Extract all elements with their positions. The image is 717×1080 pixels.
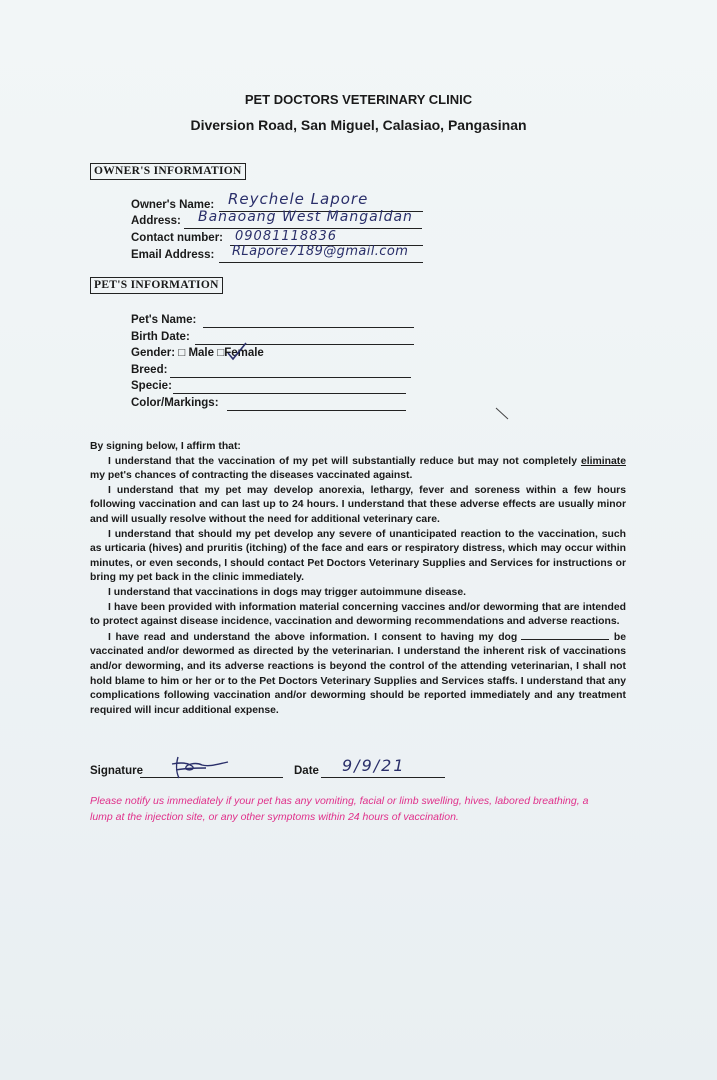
gender-label: Gender: — [131, 347, 176, 359]
clinic-address: Diversion Road, San Miguel, Calasiao, Pangasinan — [190, 117, 527, 133]
birth-date-label: Birth Date: — [131, 331, 190, 343]
pet-section-title: PET'S INFORMATION — [90, 277, 223, 294]
contact-label: Contact number: — [131, 232, 223, 244]
consent-paragraph-6: I have read and understand the above information. I consent to having my dog be vaccinated and/or dewormed as directed by the veterinarian. I understand the inherent risk of vaccinations and/or deworming, and its adverse reactions is beyond the control of the attending veterinarian, I shall not hold blame to him or her or to the Pet Doctors Veterinary Supplies and Services staffs. I understand that any complications following vaccination and/or deworming should be reported immediately and any treatment required will incur additional expense. — [90, 631, 626, 716]
color-markings-label: Color/Markings: — [131, 397, 219, 409]
female-check-mark — [226, 341, 248, 361]
pet-name-label: Pet's Name: — [131, 314, 197, 326]
email-value[interactable]: RLapore7189@gmail.com — [232, 244, 409, 259]
owner-name-value[interactable]: Reychele Lapore — [228, 190, 369, 208]
date-line[interactable] — [321, 777, 445, 778]
female-label: Female — [224, 347, 264, 359]
male-label: Male — [188, 347, 215, 359]
specie-line[interactable] — [173, 393, 406, 394]
pet-name-line[interactable] — [203, 327, 414, 328]
consent-paragraph-3: I understand that should my pet develop any severe of unanticipated reaction to the vaccination, such as urticaria (hives) and pruritis (itching) of the face and ears or respiratory distress, which may occur within minutes, or even seconds, I should contact Pet Doctors Veterinary Supplies and Services for instructions or bring my pet back in the clinic immediately. — [90, 528, 626, 584]
date-value[interactable]: 9/9/21 — [342, 756, 406, 775]
email-line — [219, 262, 423, 263]
owner-section-title: OWNER'S INFORMATION — [90, 163, 246, 180]
dog-name-blank[interactable] — [521, 630, 609, 640]
consent-paragraph-4: I understand that vaccinations in dogs may trigger autoimmune disease. — [108, 586, 466, 598]
aftercare-notice: Please notify us immediately if your pet has any vomiting, facial or limb swelling, hives, labored breathing, a lump at the injection site, or any other symptoms within 24 hours of vaccination. — [90, 795, 589, 823]
contact-value[interactable]: 09081118836 — [235, 229, 337, 244]
breed-label: Breed: — [131, 364, 168, 376]
date-label: Date — [294, 765, 319, 777]
consent-intro: By signing below, I affirm that: — [90, 441, 241, 452]
female-checkbox[interactable]: □ — [217, 347, 225, 359]
stray-pen-mark — [494, 406, 512, 422]
consent-text — [90, 440, 626, 718]
consent-paragraph-1: I understand that the vaccination of my pet will substantially reduce but may not completely eliminate my pet's chances of contracting the diseases vaccinated against. — [90, 455, 626, 482]
clinic-name: PET DOCTORS VETERINARY CLINIC — [244, 92, 473, 107]
address-value[interactable]: Banaoang West Mangaldan — [198, 209, 413, 225]
signature-scribble — [162, 752, 242, 782]
color-markings-line[interactable] — [227, 410, 406, 411]
male-checkbox[interactable]: □ — [178, 347, 186, 359]
address-label: Address: — [131, 215, 181, 227]
signature-label: Signature — [90, 765, 144, 777]
consent-paragraph-2: I understand that my pet may develop anorexia, lethargy, fever and soreness within a few hours following vaccination and can last up to 24 hours. I understand that these adverse effects are usually minor and will usually resolve without the need for additional veterinary care. — [90, 484, 626, 525]
specie-label: Specie: — [131, 380, 172, 392]
email-label: Email Address: — [131, 249, 215, 261]
owner-name-label: Owner's Name: — [131, 199, 215, 211]
consent-paragraph-5: I have been provided with information material concerning vaccines and/or deworming that are intended to protect against disease incidence, vaccination and deworming recommendations and adverse reactions. — [90, 601, 626, 628]
breed-line[interactable] — [170, 377, 411, 378]
